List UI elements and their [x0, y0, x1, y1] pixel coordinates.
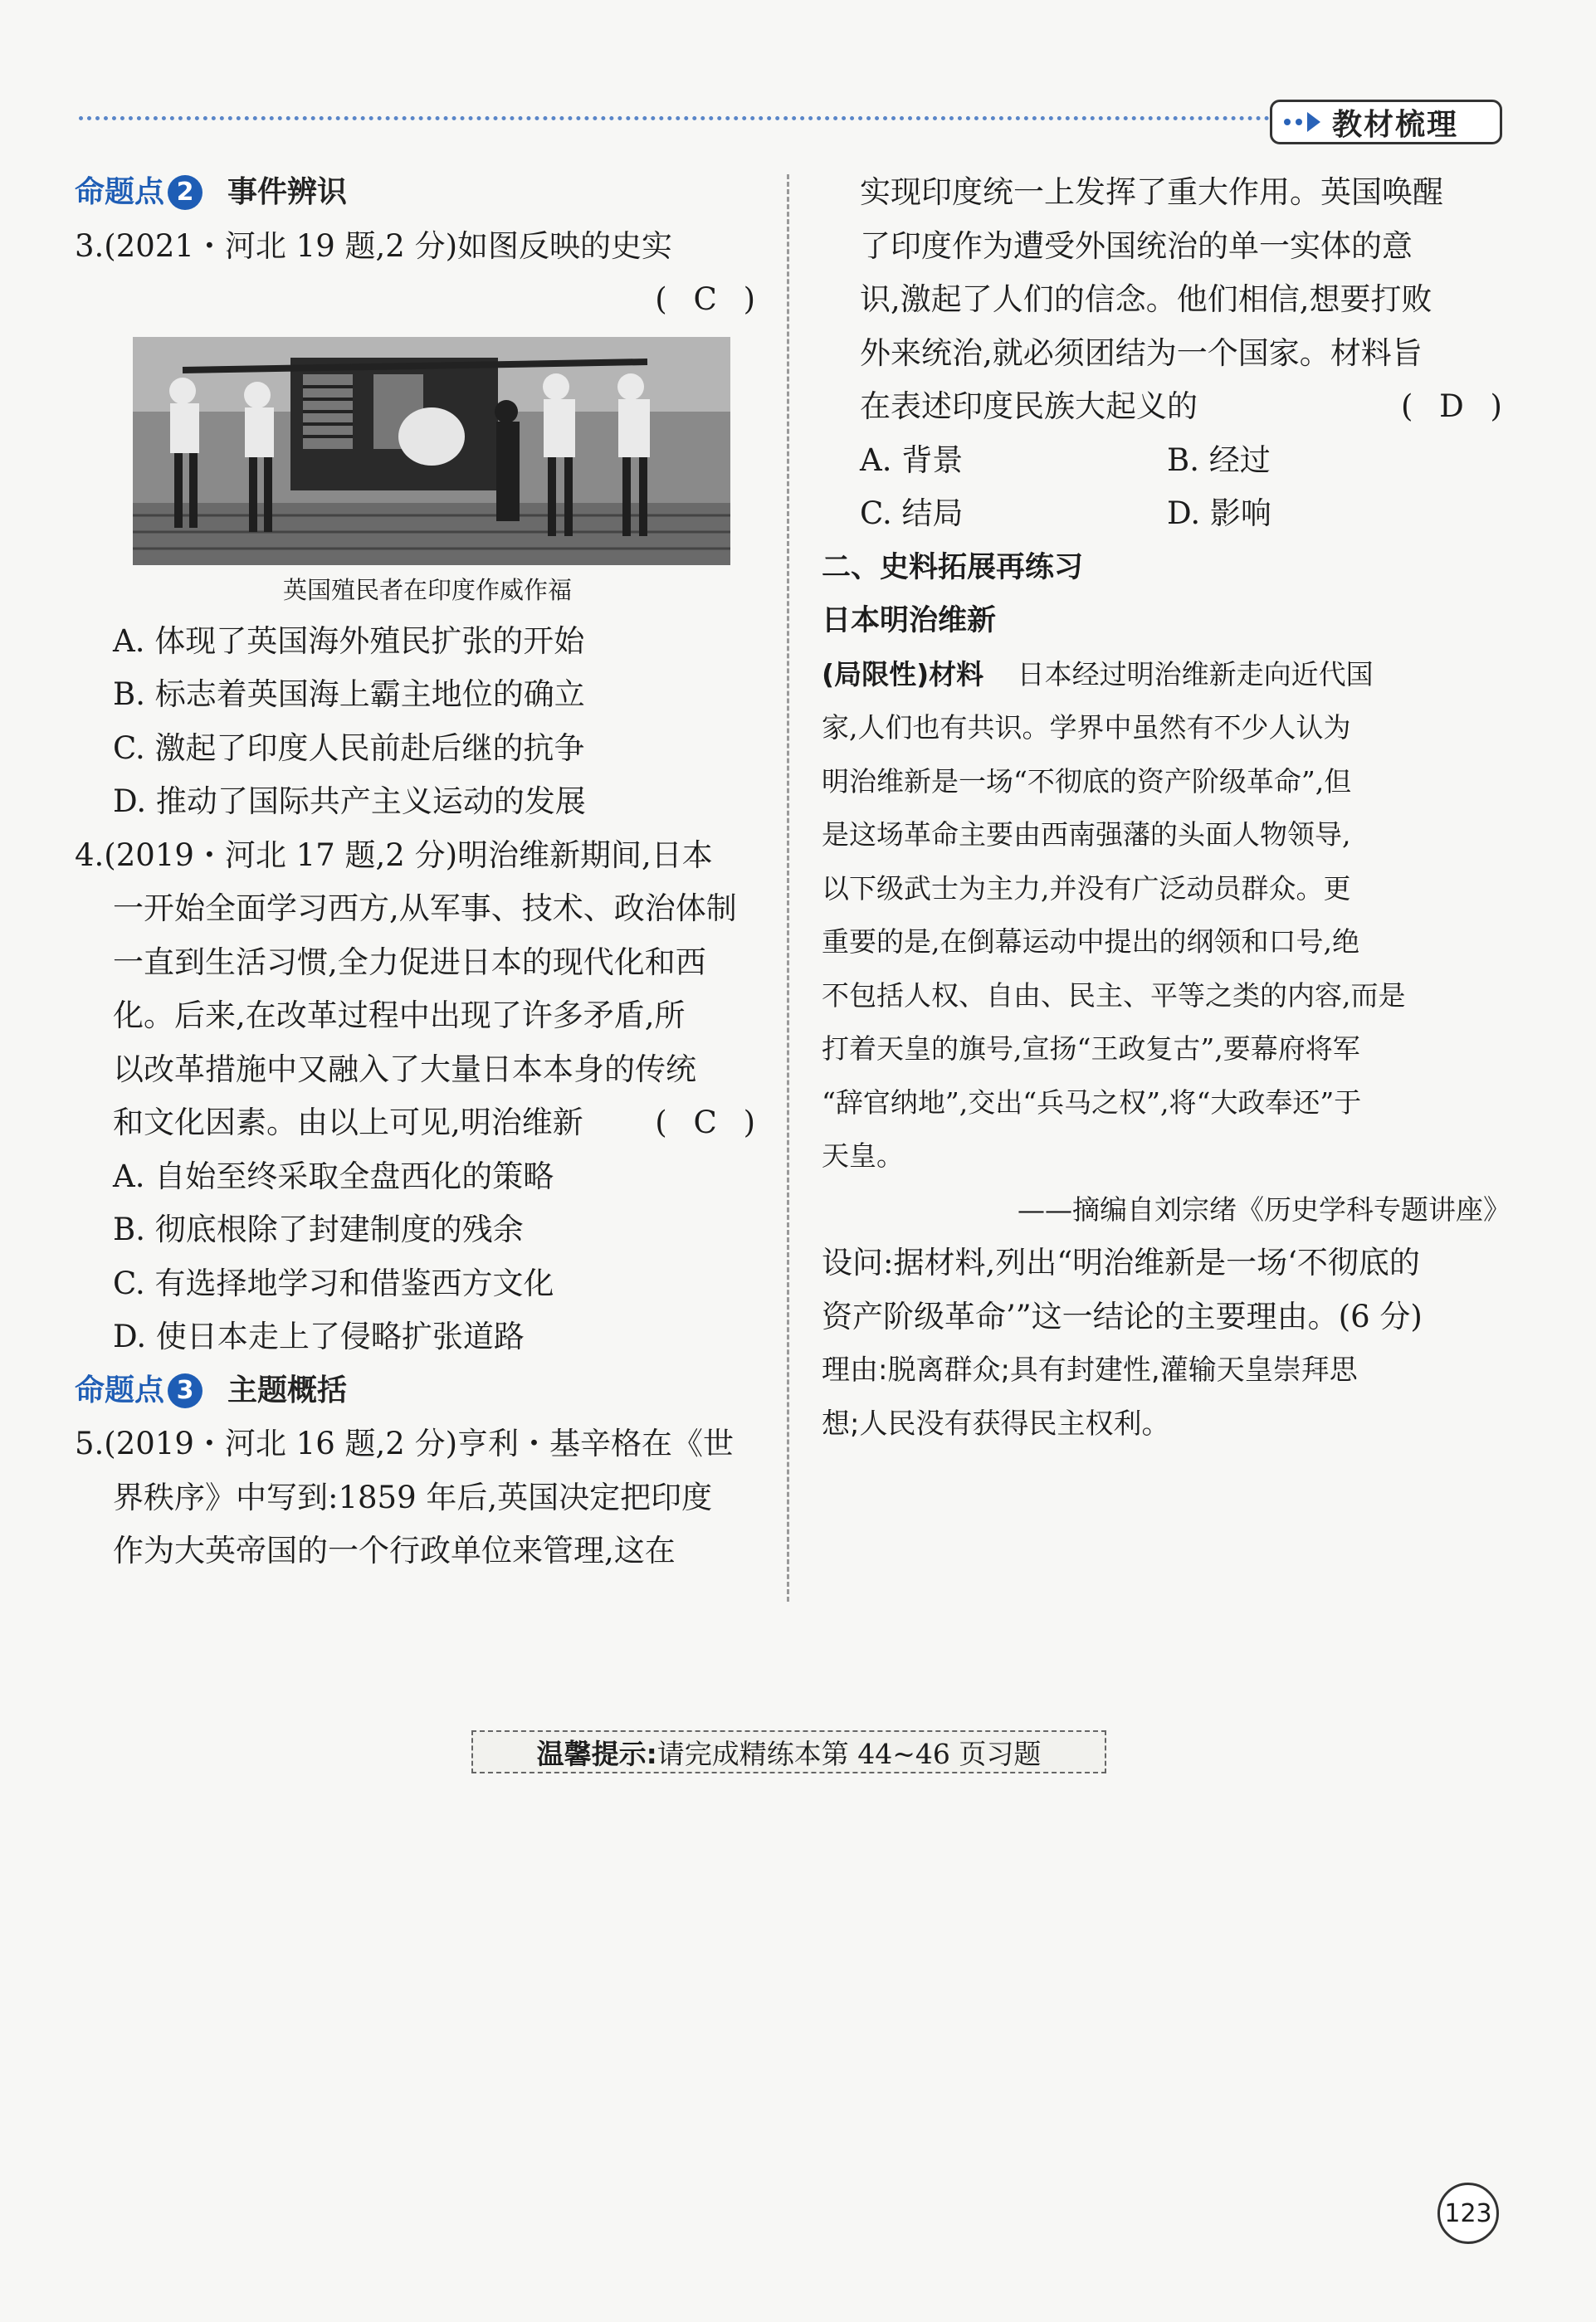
q4-option-c: C. 有选择地学习和借鉴西方文化 — [113, 1265, 554, 1301]
q3-option-d: D. 推动了国际共产主义运动的发展 — [113, 783, 586, 819]
question-line: 设问:据材料,列出“明治维新是一场‘不彻底的 — [822, 1245, 1420, 1281]
material-text: 日本经过明治维新走向近代国 — [1017, 657, 1374, 690]
q4-line: 一开始全面学习西方,从军事、技术、政治体制 — [113, 890, 737, 926]
q4-option-b: B. 彻底根除了封建制度的残余 — [113, 1212, 524, 1247]
material-label: (局限性)材料 — [822, 657, 984, 690]
q5-line: 作为大英帝国的一个行政单位来管理,这在 — [113, 1533, 676, 1568]
q3-option-a: A. 体现了英国海外殖民扩张的开始 — [113, 622, 585, 659]
q5-line-text: 在表述印度民族大起义的 — [860, 388, 1198, 424]
material-line: 明治维新是一场“不彻底的资产阶级革命”,但 — [822, 764, 1352, 798]
q3-option-b: B. 标志着英国海上霸主地位的确立 — [113, 676, 585, 712]
material-line: 天皇。 — [822, 1139, 904, 1172]
q5-cont-line: 识,激起了人们的信念。他们相信,想要打败 — [860, 281, 1432, 317]
question-line: 资产阶级革命’”这一结论的主要理由。(6 分) — [822, 1298, 1423, 1334]
section-prefix: 命题点 — [75, 1373, 165, 1407]
topic-title: 日本明治维新 — [822, 604, 997, 637]
q5-options-row — [822, 487, 1511, 541]
material-first-line — [822, 648, 1511, 702]
q3-stem: 3.(2021・河北 19 题,2 分)如图反映的史实 — [75, 227, 672, 264]
q5-cont-line: 了印度作为遭受外国统治的单一实体的意 — [860, 227, 1413, 264]
q5-cont-line: 外来统治,就必须团结为一个国家。材料旨 — [860, 334, 1423, 371]
q5-line: 5.(2019・河北 16 题,2 分)亨利・基辛格在《世 — [75, 1426, 734, 1461]
material-source: ——摘编自刘宗绪《历史学科专题讲座》 — [1018, 1193, 1511, 1226]
historical-photo — [133, 337, 730, 565]
material-line: 打着天皇的旗号,宣扬“王政复古”,要幕府将军 — [822, 1032, 1360, 1065]
photo-caption: 英国殖民者在印度作威作福 — [282, 575, 572, 604]
section-number-badge: 3 — [168, 1373, 203, 1408]
q4-answer: ( C ) — [655, 1105, 764, 1140]
reminder-text: 请完成精练本第 44~46 页习题 — [656, 1737, 1042, 1770]
material-line: 是这场革命主要由西南强藩的头面人物领导, — [822, 818, 1351, 851]
reminder-label: 温馨提示: — [536, 1737, 657, 1770]
q5-line: 界秩序》中写到:1859 年后,英国决定把印度 — [113, 1479, 713, 1515]
q3-answer-row — [75, 273, 764, 327]
column-divider — [787, 174, 789, 1602]
q5-cont-line: 实现印度统一上发挥了重大作用。英国唤醒 — [860, 174, 1443, 210]
arrow-icon — [1284, 112, 1320, 132]
answer-line: 理由:脱离群众;具有封建性,灌输天皇崇拜思 — [822, 1354, 1358, 1387]
page-number: 123 — [1437, 2183, 1499, 2244]
q4-option-a: A. 自始至终采取全盘西化的策略 — [113, 1158, 554, 1194]
q3-answer: ( C ) — [655, 281, 764, 317]
q5-answer: ( D ) — [1400, 388, 1511, 424]
right-column — [822, 166, 1511, 1451]
q5-option-d: D. 影响 — [1167, 495, 1271, 531]
material-line: 重要的是,在倒幕运动中提出的纲领和口号,绝 — [822, 925, 1359, 958]
section-tag-label: 教材梳理 — [1332, 107, 1459, 142]
section-number-badge: 2 — [168, 175, 203, 210]
photo-illustration — [133, 337, 730, 565]
q5-options-row — [822, 434, 1511, 488]
section-heading-3 — [75, 1364, 764, 1418]
material-line: 以下级武士为主力,并没有广泛动员群众。更 — [822, 871, 1351, 905]
section-heading-2 — [75, 166, 764, 220]
section-tag — [1270, 100, 1502, 144]
section-prefix: 命题点 — [75, 175, 165, 209]
part-two-title: 二、史料拓展再练习 — [822, 550, 1084, 584]
q4-line: 化。后来,在改革过程中出现了许多矛盾,所 — [113, 998, 686, 1033]
material-line: “辞官纳地”,交出“兵马之权”,将“大政奉还”于 — [822, 1085, 1362, 1119]
material-line: 家,人们也有共识。学界中虽然有不少人认为 — [822, 711, 1351, 744]
q4-line-text: 和文化因素。由以上可见,明治维新 — [113, 1105, 583, 1140]
q5-last-line — [822, 380, 1511, 434]
material-line: 不包括人权、自由、民主、平等之类的内容,而是 — [822, 978, 1406, 1012]
section-title: 事件辨识 — [227, 175, 348, 209]
header-dotted-rule — [79, 116, 1270, 120]
q4-option-d: D. 使日本走上了侵略扩张道路 — [113, 1319, 525, 1354]
left-column — [75, 166, 764, 1578]
reminder-box — [471, 1730, 1106, 1773]
q4-line: 以改革措施中又融入了大量日本本身的传统 — [113, 1051, 696, 1087]
section-title: 主题概括 — [227, 1373, 348, 1407]
q4-last-line — [75, 1096, 764, 1150]
q5-option-a: A. 背景 — [860, 441, 964, 478]
q5-option-b: B. 经过 — [1167, 441, 1271, 478]
q4-line: 一直到生活习惯,全力促进日本的现代化和西 — [113, 944, 706, 980]
q4-line: 4.(2019・河北 17 题,2 分)明治维新期间,日本 — [75, 837, 713, 873]
answer-line: 想;人民没有获得民主权利。 — [822, 1407, 1170, 1441]
q3-option-c: C. 激起了印度人民前赴后继的抗争 — [113, 729, 585, 766]
q5-option-c: C. 结局 — [860, 495, 964, 531]
